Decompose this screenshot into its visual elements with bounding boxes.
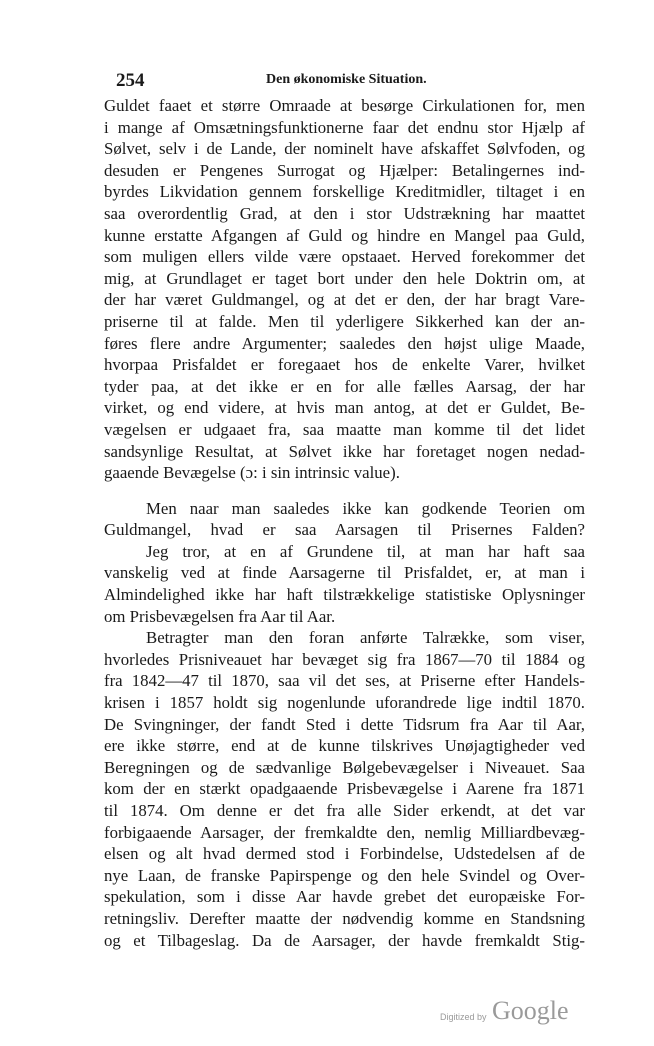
- text-line: føres flere andre Argumenter; saaledes den højst ulige Maade,: [104, 333, 585, 353]
- text-line: forbigaaende Aarsager, der fremkaldte den, nemlig Milliardbevæg-: [104, 822, 585, 842]
- text-line: desuden er Pengenes Surrogat og Hjælper: Betalingernes ind-: [104, 160, 585, 180]
- text-line: saa overordentlig Grad, at den i stor Udstrækning har maattet: [104, 203, 585, 223]
- text-line: spekulation, som i disse Aar havde grebet det europæiske For-: [104, 887, 585, 907]
- text-line: retningsliv. Derefter maatte der nødvendig komme en Standsning: [104, 908, 585, 928]
- text-line: kom der en stærkt opadgaaende Prisbevægelse i Aarene fra 1871: [104, 779, 585, 799]
- text-line: og et Tilbageslag. Da de Aarsager, der havde fremkaldt Stig-: [104, 930, 585, 950]
- text-line: hvorpaa Prisfaldet er foregaaet hos de enkelte Varer, hvilket: [104, 355, 585, 375]
- text-line: om Prisbevægelsen fra Aar til Aar.: [104, 606, 336, 626]
- text-line: virket, og end videre, at hvis man antog, at det er Guldet, Be-: [104, 398, 585, 418]
- text-line: Beregningen og de sædvanlige Bølgebevægelser i Niveauet. Saa: [104, 757, 585, 777]
- text-line: ere ikke større, end at de kunne tilskrives Unøjagtigheder ved: [104, 736, 585, 756]
- text-line: byrdes Likvidation gennem forskellige Kreditmidler, tiltaget i en: [104, 182, 585, 202]
- text-line: mig, at Grundlaget er taget bort under den hele Doktrin om, at: [104, 268, 585, 288]
- google-logo: Google: [492, 996, 569, 1025]
- text-line: Almindelighed ikke har haft tilstrækkelige statistiske Oplysninger: [104, 585, 585, 605]
- text-line: Betragter man den foran anførte Talrække, som viser,: [146, 628, 585, 648]
- paragraph-2: [104, 498, 585, 541]
- digitized-by-label: Digitized by: [440, 1012, 487, 1022]
- text-line: Men naar man saaledes ikke kan godkende Teorien om: [146, 498, 585, 518]
- paragraph-gap: [104, 484, 585, 498]
- text-line: hvorledes Prisniveauet har bevæget sig fra 1867—70 til 1884 og: [104, 649, 585, 669]
- text-line: priserne til at falde. Men til yderligere Sikkerhed kan der an-: [104, 311, 585, 331]
- running-title: Den økonomiske Situation.: [266, 72, 427, 87]
- text-line: vægelsen er udgaaet fra, saa maatte man komme til det lidet: [104, 419, 585, 439]
- paragraph-4: [104, 627, 585, 951]
- text-line: der har været Guldmangel, og at det er den, der har bragt Vare-: [104, 290, 585, 310]
- body-text: [104, 95, 585, 951]
- text-line: Sølvet, selv i de Lande, der nominelt have afskaffet Sølvfoden, og: [104, 139, 585, 159]
- text-line: Guldet faaet et større Omraade at besørge Cirkulationen for, men: [104, 96, 585, 115]
- text-line: krisen i 1857 holdt sig nogenlunde uforandrede lige indtil 1870.: [104, 693, 585, 713]
- text-line: nye Laan, de franske Papirspenge og den hele Svindel og Over-: [104, 865, 585, 885]
- text-line: Jeg tror, at en af Grundene til, at man har haft saa: [146, 541, 585, 561]
- paragraph-1: [104, 95, 585, 484]
- text-line: som muligen ellers vilde være opstaaet. Herved forekommer det: [104, 247, 585, 267]
- paragraph-3: [104, 541, 585, 627]
- google-watermark: [440, 996, 580, 1032]
- text-line: gaaende Bevægelse (ɔ: i sin intrinsic value).: [104, 463, 400, 483]
- text-line: vanskelig ved at finde Aarsagerne til Prisfaldet, er, at man i: [104, 563, 585, 583]
- text-line: i mange af Omsætningsfunktionerne faar det endnu stor Hjælp af: [104, 117, 585, 137]
- text-line: kunne erstatte Afgangen af Guld og hindre en Mangel paa Guld,: [104, 225, 585, 245]
- text-line: De Svingninger, der fandt Sted i dette Tidsrum fra Aar til Aar,: [104, 714, 585, 734]
- text-line: fra 1842—47 til 1870, saa vil det ses, at Priserne efter Handels-: [104, 671, 585, 691]
- text-line: til 1874. Om denne er det fra alle Sider erkendt, at det var: [104, 801, 585, 820]
- text-line: tyder paa, at det ikke er en for alle fælles Aarsag, der har: [104, 376, 585, 396]
- page-number: 254: [116, 70, 145, 91]
- text-line: Guldmangel, hvad er saa Aarsagen til Prisernes Falden?: [104, 520, 585, 540]
- page-header: [116, 70, 586, 92]
- text-line: elsen og alt hvad dermed stod i Forbindelse, Udstedelsen af de: [104, 844, 585, 864]
- text-line: sandsynlige Resultat, at Sølvet ikke har foretaget nogen nedad-: [104, 441, 585, 461]
